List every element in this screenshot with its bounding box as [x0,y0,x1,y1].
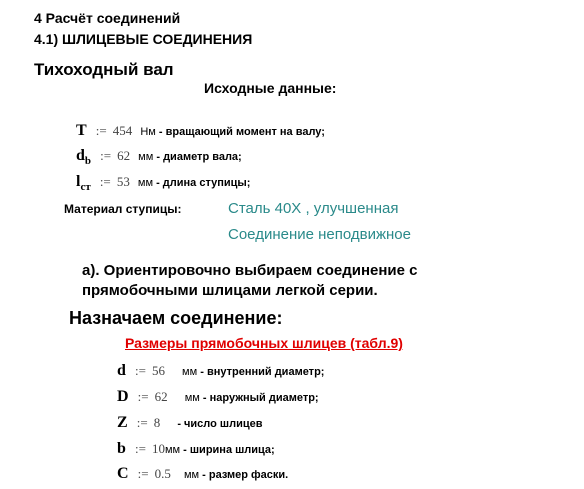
assign-operator: := [136,415,148,430]
variable-unit: мм [138,151,154,163]
variable-unit: мм [184,392,200,404]
material-value: Сталь 40Х , улучшенная [228,200,399,217]
variable-value: 454 [112,123,133,138]
variable-unit: мм [183,469,200,481]
variable-description: - наружный диаметр; [202,392,319,404]
param-row-outer-diameter [117,388,319,406]
assign-operator: := [137,389,149,404]
variable-description: - размер фаски. [202,469,289,481]
param-row-spline-count [117,414,262,432]
variable-value: 56 [151,363,165,378]
param-row-chamfer [117,465,288,483]
variable-unit: мм [164,444,181,456]
section-heading: 4 Расчёт соединений [34,10,181,26]
material-label: Материал ступицы: [64,202,182,216]
variable-description: - вращающий момент на валу; [158,126,325,138]
connection-type-value: Соединение неподвижное [228,226,411,243]
input-row-hub-length [76,173,250,191]
assign-operator: := [100,148,112,163]
variable-symbol: C [117,465,129,482]
table-reference-link[interactable]: Размеры прямобочных шлицев (табл.9) [125,335,403,351]
variable-value: 53 [116,174,130,189]
variable-description: - число шлицев [177,418,263,430]
subsection-heading: 4.1) ШЛИЦЕВЫЕ СОЕДИНЕНИЯ [34,31,253,47]
variable-description: - длина ступицы; [156,177,251,189]
variable-description: - диаметр вала; [156,151,242,163]
assign-operator: := [95,123,107,138]
variable-unit: Нм [140,126,156,138]
variable-value: 62 [154,389,168,404]
variable-subscript: ст [80,181,91,193]
variable-symbol: D [117,388,129,405]
shaft-heading: Тихоходный вал [34,60,174,79]
variable-symbol: d [117,362,126,379]
assign-heading: Назначаем соединение: [69,308,283,328]
input-row-diameter [76,147,242,165]
assign-operator: := [134,363,146,378]
param-row-spline-width [117,440,275,458]
variable-value: 0.5 [154,466,171,481]
variable-symbol: d [76,147,85,164]
variable-symbol: b [117,440,126,457]
variable-value: 8 [153,415,161,430]
variable-symbol: l [76,173,81,190]
variable-symbol: Z [117,414,128,431]
variable-symbol: T [76,122,87,139]
variable-description: - ширина шлица; [183,444,275,456]
input-row-torque [76,122,325,140]
variable-subscript: b [84,155,92,167]
assign-operator: := [134,441,146,456]
variable-description: - внутренний диаметр; [200,366,325,378]
assign-operator: := [137,466,149,481]
variable-unit: мм [182,366,198,378]
variable-unit: мм [137,177,154,189]
variable-value: 10 [151,441,165,456]
variable-value: 62 [117,148,131,163]
selection-paragraph: а). Ориентировочно выбираем соединение с прямобочными шлицами легкой серии. [82,262,418,299]
input-data-heading: Исходные данные: [204,80,337,96]
param-row-inner-diameter [117,362,324,380]
assign-operator: := [99,174,111,189]
